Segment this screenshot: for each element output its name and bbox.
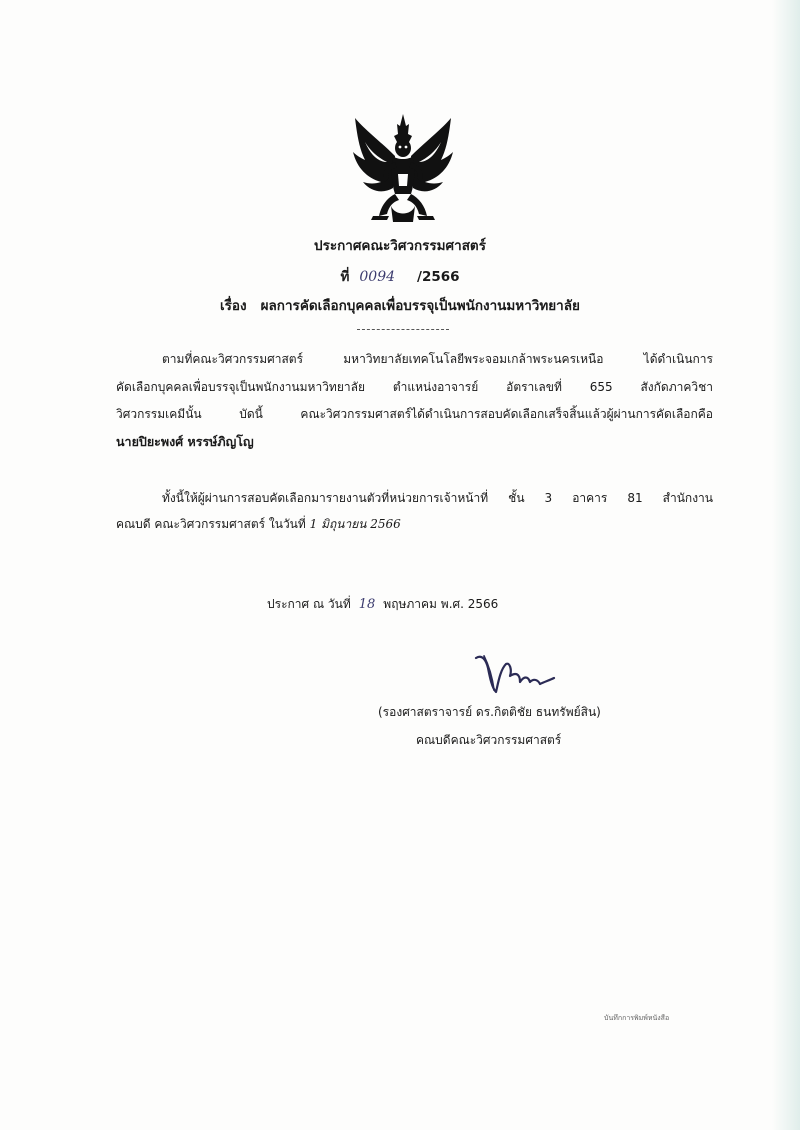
- announcement-day-handwritten: 18: [358, 597, 376, 612]
- body-line-2: คัดเลือกบุคคลเพื่อบรรจุเป็นพนักงานมหาวิทยาลัย ตำแหน่งอาจารย์ อัตราเลขที่ 655 สังกัดภาควิชา: [116, 380, 713, 394]
- signature: [470, 650, 558, 698]
- signatory-name: (รองศาสตราจารย์ ดร.กิตติชัย ธนทรัพย์สิน): [378, 705, 601, 719]
- signatory-position: คณบดีคณะวิศวกรรมศาสตร์: [416, 733, 562, 747]
- report-date: 1 มิถุนายน 2566: [309, 517, 401, 531]
- document-number-year: /2566: [417, 269, 460, 285]
- announcement-date-prefix: ประกาศ ณ วันที่: [267, 597, 351, 611]
- subject-text: ผลการคัดเลือกบุคคลเพื่อบรรจุเป็นพนักงานมหาวิทยาลัย: [260, 298, 580, 314]
- document-number-handwritten: 0094: [359, 269, 396, 285]
- scan-edge-shade: [772, 0, 800, 1130]
- announcement-title: ประกาศคณะวิศวกรรมศาสตร์: [314, 238, 486, 254]
- document-number-label: ที่: [340, 269, 350, 285]
- announcement-date: [267, 595, 498, 614]
- garuda-emblem-icon: [351, 112, 455, 226]
- body-line-1: ตามที่คณะวิศวกรรมศาสตร์ มหาวิทยาลัยเทคโนโลยีพระจอมเกล้าพระนครเหนือ ได้ดำเนินการ: [162, 352, 713, 366]
- document-number: [0, 265, 800, 287]
- selected-candidate-name: นายปิยะพงศ์ หรรษ์ภิญโญ: [116, 434, 254, 449]
- footer-note: บันทึกการพิมพ์หนังสือ: [604, 1014, 670, 1022]
- body-line-5: ทั้งนี้ให้ผู้ผ่านการสอบคัดเลือกมารายงานตัวที่หน่วยการเจ้าหน้าที่ ชั้น 3 อาคาร 81 สำนักงาน: [162, 491, 713, 505]
- announcement-month-year: พฤษภาคม พ.ศ. 2566: [383, 597, 499, 611]
- body-line-6-text: คณบดี คณะวิศวกรรมศาสตร์ ในวันที่: [116, 517, 306, 531]
- subject-line: [0, 294, 800, 316]
- dashed-divider: [357, 329, 449, 330]
- body-line-3: วิศวกรรมเคมีนั้น บัดนี้ คณะวิศวกรรมศาสตร์ได้ดำเนินการสอบคัดเลือกเสร็จสิ้นแล้วผู้ผ่านการคัดเลือกคือ: [116, 407, 713, 421]
- body-line-6: [116, 515, 401, 534]
- subject-label: เรื่อง: [220, 298, 247, 314]
